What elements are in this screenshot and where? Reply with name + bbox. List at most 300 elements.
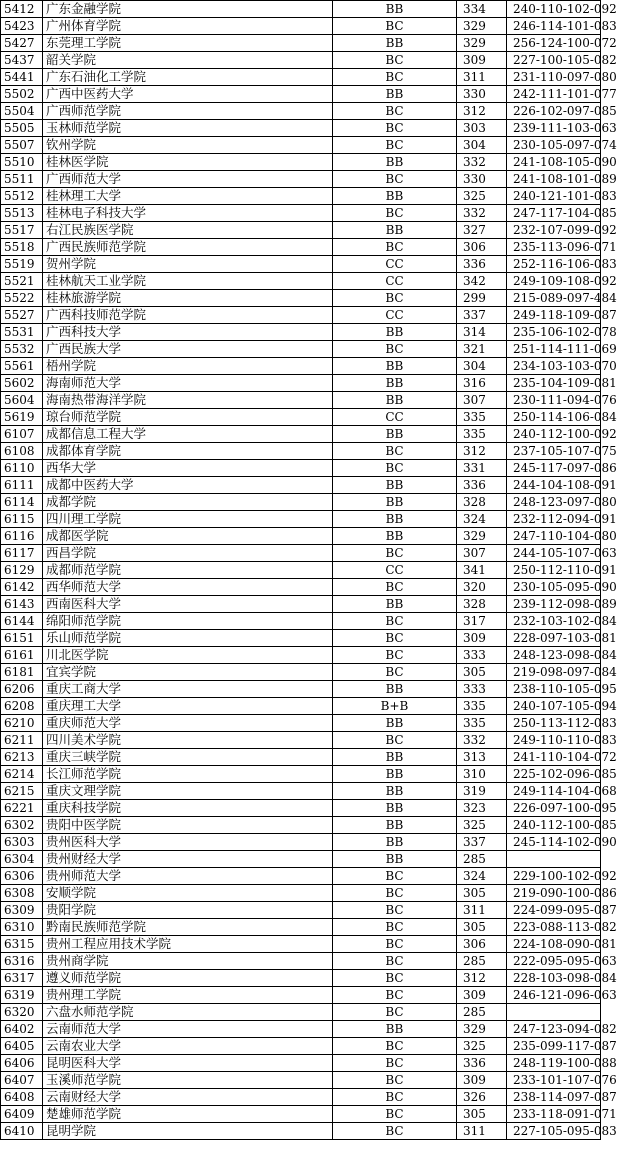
min-score-cell: 316 (457, 375, 507, 392)
grade-requirement-cell: BB (333, 596, 457, 613)
grade-requirement-cell: BB (333, 222, 457, 239)
grade-requirement-cell: BB (333, 511, 457, 528)
school-name-cell: 广西民族师范学院 (43, 239, 333, 256)
school-name-cell: 黔南民族师范学院 (43, 919, 333, 936)
grade-requirement-cell: BB (333, 324, 457, 341)
min-score-cell: 309 (457, 630, 507, 647)
school-code-cell: 5423 (1, 18, 43, 35)
table-row (1, 732, 601, 749)
min-score-cell: 285 (457, 851, 507, 868)
subject-scores-cell: 225-102-096-085 (507, 766, 601, 783)
school-name-cell: 广西中医药大学 (43, 86, 333, 103)
table-row (1, 273, 601, 290)
grade-requirement-cell: BC (333, 1106, 457, 1123)
grade-requirement-cell: BC (333, 664, 457, 681)
school-code-cell: 6317 (1, 970, 43, 987)
school-name-cell: 成都医学院 (43, 528, 333, 545)
school-name-cell: 琼台师范学院 (43, 409, 333, 426)
school-name-cell: 绵阳师范学院 (43, 613, 333, 630)
min-score-cell: 323 (457, 800, 507, 817)
table-row (1, 171, 601, 188)
subject-scores-cell: 235-113-096-071 (507, 239, 601, 256)
subject-scores-cell: 233-101-107-076 (507, 1072, 601, 1089)
grade-requirement-cell: BC (333, 732, 457, 749)
table-row (1, 749, 601, 766)
table-row (1, 137, 601, 154)
subject-scores-cell: 240-112-100-092 (507, 426, 601, 443)
school-name-cell: 海南师范大学 (43, 375, 333, 392)
subject-scores-cell: 232-112-094-091 (507, 511, 601, 528)
subject-scores-cell: 250-113-112-083 (507, 715, 601, 732)
school-code-cell: 5507 (1, 137, 43, 154)
school-code-cell: 5412 (1, 1, 43, 18)
min-score-cell: 304 (457, 358, 507, 375)
school-name-cell: 云南师范大学 (43, 1021, 333, 1038)
table-row (1, 1021, 601, 1038)
min-score-cell: 335 (457, 409, 507, 426)
table-row (1, 528, 601, 545)
subject-scores-cell: 223-088-113-082 (507, 919, 601, 936)
school-name-cell: 西华大学 (43, 460, 333, 477)
school-name-cell: 西华师范大学 (43, 579, 333, 596)
min-score-cell: 304 (457, 137, 507, 154)
school-code-cell: 6406 (1, 1055, 43, 1072)
table-row (1, 511, 601, 528)
table-row (1, 800, 601, 817)
grade-requirement-cell: BC (333, 1089, 457, 1106)
grade-requirement-cell: BB (333, 375, 457, 392)
subject-scores-cell: 226-102-097-085 (507, 103, 601, 120)
school-code-cell: 5427 (1, 35, 43, 52)
school-code-cell: 6315 (1, 936, 43, 953)
grade-requirement-cell: BC (333, 953, 457, 970)
grade-requirement-cell: CC (333, 273, 457, 290)
school-code-cell: 6320 (1, 1004, 43, 1021)
school-code-cell: 6402 (1, 1021, 43, 1038)
school-code-cell: 6107 (1, 426, 43, 443)
grade-requirement-cell: BB (333, 681, 457, 698)
subject-scores-cell: 251-114-111-069 (507, 341, 601, 358)
school-name-cell: 西南医科大学 (43, 596, 333, 613)
school-name-cell: 梧州学院 (43, 358, 333, 375)
min-score-cell: 333 (457, 681, 507, 698)
min-score-cell: 335 (457, 715, 507, 732)
school-name-cell: 四川美术学院 (43, 732, 333, 749)
subject-scores-cell: 235-099-117-087 (507, 1038, 601, 1055)
school-code-cell: 6114 (1, 494, 43, 511)
school-code-cell: 6306 (1, 868, 43, 885)
table-row (1, 18, 601, 35)
table-row (1, 443, 601, 460)
table-row (1, 987, 601, 1004)
min-score-cell: 320 (457, 579, 507, 596)
table-row (1, 664, 601, 681)
school-code-cell: 5505 (1, 120, 43, 137)
school-code-cell: 6410 (1, 1123, 43, 1140)
school-code-cell: 6303 (1, 834, 43, 851)
table-row (1, 545, 601, 562)
grade-requirement-cell: BB (333, 154, 457, 171)
school-name-cell: 桂林旅游学院 (43, 290, 333, 307)
min-score-cell: 335 (457, 426, 507, 443)
school-name-cell: 广西民族大学 (43, 341, 333, 358)
min-score-cell: 331 (457, 460, 507, 477)
subject-scores-cell: 231-110-097-080 (507, 69, 601, 86)
grade-requirement-cell: B+B (333, 698, 457, 715)
grade-requirement-cell: BC (333, 1004, 457, 1021)
school-code-cell: 6407 (1, 1072, 43, 1089)
subject-scores-cell: 237-105-107-075 (507, 443, 601, 460)
min-score-cell: 328 (457, 596, 507, 613)
min-score-cell: 305 (457, 664, 507, 681)
school-name-cell: 玉林师范学院 (43, 120, 333, 137)
grade-requirement-cell: BB (333, 834, 457, 851)
table-row (1, 1106, 601, 1123)
school-code-cell: 5504 (1, 103, 43, 120)
min-score-cell: 312 (457, 443, 507, 460)
min-score-cell: 332 (457, 732, 507, 749)
grade-requirement-cell: BB (333, 426, 457, 443)
min-score-cell: 307 (457, 392, 507, 409)
subject-scores-cell: 230-111-094-076 (507, 392, 601, 409)
school-name-cell: 遵义师范学院 (43, 970, 333, 987)
subject-scores-cell (507, 851, 601, 868)
school-code-cell: 6310 (1, 919, 43, 936)
school-name-cell: 宜宾学院 (43, 664, 333, 681)
table-row (1, 698, 601, 715)
table-row (1, 290, 601, 307)
school-code-cell: 5561 (1, 358, 43, 375)
min-score-cell: 305 (457, 885, 507, 902)
grade-requirement-cell: CC (333, 409, 457, 426)
school-name-cell: 桂林航天工业学院 (43, 273, 333, 290)
school-code-cell: 6144 (1, 613, 43, 630)
subject-scores-cell: 238-110-105-095 (507, 681, 601, 698)
school-code-cell: 6110 (1, 460, 43, 477)
grade-requirement-cell: CC (333, 307, 457, 324)
grade-requirement-cell: BC (333, 239, 457, 256)
school-code-cell: 6304 (1, 851, 43, 868)
min-score-cell: 332 (457, 205, 507, 222)
grade-requirement-cell: BB (333, 766, 457, 783)
school-name-cell: 广州体育学院 (43, 18, 333, 35)
grade-requirement-cell: BB (333, 749, 457, 766)
grade-requirement-cell: BB (333, 1021, 457, 1038)
grade-requirement-cell: BC (333, 647, 457, 664)
min-score-cell: 336 (457, 477, 507, 494)
school-code-cell: 6215 (1, 783, 43, 800)
school-name-cell: 贺州学院 (43, 256, 333, 273)
grade-requirement-cell: BB (333, 851, 457, 868)
grade-requirement-cell: BC (333, 630, 457, 647)
school-code-cell: 6206 (1, 681, 43, 698)
subject-scores-cell: 248-123-098-084 (507, 647, 601, 664)
table-row (1, 35, 601, 52)
subject-scores-cell: 245-114-102-090 (507, 834, 601, 851)
school-code-cell: 6316 (1, 953, 43, 970)
table-row (1, 1, 601, 18)
subject-scores-cell: 234-103-103-070 (507, 358, 601, 375)
subject-scores-cell: 215-089-097-484 (507, 290, 601, 307)
school-name-cell: 西昌学院 (43, 545, 333, 562)
school-name-cell: 钦州学院 (43, 137, 333, 154)
grade-requirement-cell: BC (333, 613, 457, 630)
school-name-cell: 广西科技大学 (43, 324, 333, 341)
school-name-cell: 成都中医药大学 (43, 477, 333, 494)
school-name-cell: 贵州工程应用技术学院 (43, 936, 333, 953)
subject-scores-cell: 227-100-105-082 (507, 52, 601, 69)
school-name-cell: 云南农业大学 (43, 1038, 333, 1055)
grade-requirement-cell: CC (333, 256, 457, 273)
subject-scores-cell: 229-100-102-092 (507, 868, 601, 885)
grade-requirement-cell: BC (333, 1123, 457, 1140)
table-row (1, 358, 601, 375)
school-code-cell: 6409 (1, 1106, 43, 1123)
table-row (1, 562, 601, 579)
grade-requirement-cell: BC (333, 69, 457, 86)
min-score-cell: 327 (457, 222, 507, 239)
min-score-cell: 337 (457, 834, 507, 851)
table-row (1, 154, 601, 171)
min-score-cell: 329 (457, 35, 507, 52)
min-score-cell: 330 (457, 171, 507, 188)
subject-scores-cell: 244-104-108-091 (507, 477, 601, 494)
table-row (1, 256, 601, 273)
min-score-cell: 330 (457, 86, 507, 103)
school-code-cell: 5527 (1, 307, 43, 324)
school-code-cell: 6405 (1, 1038, 43, 1055)
table-row (1, 52, 601, 69)
min-score-cell: 310 (457, 766, 507, 783)
school-code-cell: 5441 (1, 69, 43, 86)
table-row (1, 494, 601, 511)
table-row (1, 103, 601, 120)
school-code-cell: 6129 (1, 562, 43, 579)
subject-scores-cell: 241-108-101-089 (507, 171, 601, 188)
school-name-cell: 桂林理工大学 (43, 188, 333, 205)
school-code-cell: 5518 (1, 239, 43, 256)
table-row (1, 681, 601, 698)
school-name-cell: 成都信息工程大学 (43, 426, 333, 443)
grade-requirement-cell: BC (333, 460, 457, 477)
subject-scores-cell: 235-106-102-078 (507, 324, 601, 341)
table-row (1, 596, 601, 613)
grade-requirement-cell: BB (333, 800, 457, 817)
grade-requirement-cell: CC (333, 562, 457, 579)
school-name-cell: 广西师范大学 (43, 171, 333, 188)
subject-scores-cell: 230-105-097-074 (507, 137, 601, 154)
grade-requirement-cell: BC (333, 120, 457, 137)
subject-scores-cell: 249-118-109-087 (507, 307, 601, 324)
school-code-cell: 5521 (1, 273, 43, 290)
school-code-cell: 5519 (1, 256, 43, 273)
school-name-cell: 贵阳中医学院 (43, 817, 333, 834)
school-name-cell: 贵阳学院 (43, 902, 333, 919)
subject-scores-cell: 250-112-110-091 (507, 562, 601, 579)
school-code-cell: 6143 (1, 596, 43, 613)
min-score-cell: 329 (457, 528, 507, 545)
table-row (1, 460, 601, 477)
subject-scores-cell: 235-104-109-081 (507, 375, 601, 392)
grade-requirement-cell: BB (333, 528, 457, 545)
table-row (1, 222, 601, 239)
school-code-cell: 5437 (1, 52, 43, 69)
school-code-cell: 6108 (1, 443, 43, 460)
table-row (1, 936, 601, 953)
min-score-cell: 313 (457, 749, 507, 766)
grade-requirement-cell: BC (333, 205, 457, 222)
table-row (1, 1038, 601, 1055)
grade-requirement-cell: BC (333, 52, 457, 69)
school-name-cell: 玉溪师范学院 (43, 1072, 333, 1089)
school-code-cell: 6213 (1, 749, 43, 766)
school-code-cell: 6151 (1, 630, 43, 647)
school-name-cell: 重庆文理学院 (43, 783, 333, 800)
school-code-cell: 6408 (1, 1089, 43, 1106)
subject-scores-cell: 244-105-107-063 (507, 545, 601, 562)
grade-requirement-cell: BC (333, 171, 457, 188)
school-name-cell: 川北医学院 (43, 647, 333, 664)
school-code-cell: 6308 (1, 885, 43, 902)
subject-scores-cell: 226-097-100-095 (507, 800, 601, 817)
subject-scores-cell: 222-095-095-063 (507, 953, 601, 970)
subject-scores-cell: 248-123-097-080 (507, 494, 601, 511)
min-score-cell: 336 (457, 1055, 507, 1072)
table-row (1, 902, 601, 919)
school-code-cell: 6142 (1, 579, 43, 596)
min-score-cell: 312 (457, 103, 507, 120)
school-name-cell: 长江师范学院 (43, 766, 333, 783)
subject-scores-cell: 246-121-096-063 (507, 987, 601, 1004)
grade-requirement-cell: BB (333, 86, 457, 103)
subject-scores-cell: 249-114-104-068 (507, 783, 601, 800)
table-row (1, 188, 601, 205)
school-name-cell: 成都学院 (43, 494, 333, 511)
grade-requirement-cell: BC (333, 1055, 457, 1072)
table-row (1, 120, 601, 137)
subject-scores-cell: 249-109-108-092 (507, 273, 601, 290)
min-score-cell: 333 (457, 647, 507, 664)
school-code-cell: 5510 (1, 154, 43, 171)
subject-scores-cell: 233-118-091-071 (507, 1106, 601, 1123)
table-row (1, 1089, 601, 1106)
school-name-cell: 贵州师范大学 (43, 868, 333, 885)
table-row (1, 970, 601, 987)
subject-scores-cell: 240-110-102-092 (507, 1, 601, 18)
grade-requirement-cell: BC (333, 103, 457, 120)
subject-scores-cell: 227-105-095-083 (507, 1123, 601, 1140)
subject-scores-cell (507, 1004, 601, 1021)
grade-requirement-cell: BC (333, 1072, 457, 1089)
table-row (1, 69, 601, 86)
table-row (1, 613, 601, 630)
school-name-cell: 昆明医科大学 (43, 1055, 333, 1072)
subject-scores-cell: 230-105-095-090 (507, 579, 601, 596)
table-row (1, 868, 601, 885)
min-score-cell: 334 (457, 1, 507, 18)
min-score-cell: 328 (457, 494, 507, 511)
subject-scores-cell: 241-108-105-090 (507, 154, 601, 171)
school-name-cell: 重庆科技学院 (43, 800, 333, 817)
subject-scores-cell: 245-117-097-086 (507, 460, 601, 477)
school-name-cell: 重庆三峡学院 (43, 749, 333, 766)
table-row (1, 426, 601, 443)
grade-requirement-cell: BB (333, 783, 457, 800)
subject-scores-cell: 240-112-100-085 (507, 817, 601, 834)
subject-scores-cell: 232-103-102-084 (507, 613, 601, 630)
table-row (1, 766, 601, 783)
subject-scores-cell: 239-112-098-089 (507, 596, 601, 613)
grade-requirement-cell: BC (333, 868, 457, 885)
min-score-cell: 317 (457, 613, 507, 630)
min-score-cell: 311 (457, 1123, 507, 1140)
grade-requirement-cell: BC (333, 341, 457, 358)
school-name-cell: 安顺学院 (43, 885, 333, 902)
school-name-cell: 贵州理工学院 (43, 987, 333, 1004)
grade-requirement-cell: BC (333, 1038, 457, 1055)
min-score-cell: 285 (457, 1004, 507, 1021)
grade-requirement-cell: BB (333, 188, 457, 205)
subject-scores-cell: 252-116-106-083 (507, 256, 601, 273)
table-row (1, 851, 601, 868)
grade-requirement-cell: BB (333, 715, 457, 732)
table-row (1, 392, 601, 409)
school-name-cell: 广西科技师范学院 (43, 307, 333, 324)
table-row (1, 885, 601, 902)
grade-requirement-cell: BC (333, 936, 457, 953)
table-row (1, 307, 601, 324)
school-code-cell: 6117 (1, 545, 43, 562)
grade-requirement-cell: BB (333, 392, 457, 409)
subject-scores-cell: 232-107-099-092 (507, 222, 601, 239)
grade-requirement-cell: BC (333, 919, 457, 936)
table-row (1, 409, 601, 426)
min-score-cell: 342 (457, 273, 507, 290)
school-code-cell: 5532 (1, 341, 43, 358)
min-score-cell: 336 (457, 256, 507, 273)
table-row (1, 834, 601, 851)
school-name-cell: 重庆师范大学 (43, 715, 333, 732)
min-score-cell: 325 (457, 817, 507, 834)
subject-scores-cell: 240-107-105-094 (507, 698, 601, 715)
grade-requirement-cell: BB (333, 817, 457, 834)
school-name-cell: 楚雄师范学院 (43, 1106, 333, 1123)
table-row (1, 715, 601, 732)
min-score-cell: 329 (457, 18, 507, 35)
min-score-cell: 285 (457, 953, 507, 970)
table-row (1, 375, 601, 392)
grade-requirement-cell: BB (333, 494, 457, 511)
school-code-cell: 5512 (1, 188, 43, 205)
table-row (1, 579, 601, 596)
subject-scores-cell: 219-098-097-084 (507, 664, 601, 681)
school-code-cell: 5511 (1, 171, 43, 188)
min-score-cell: 319 (457, 783, 507, 800)
school-name-cell: 六盘水师范学院 (43, 1004, 333, 1021)
table-row (1, 239, 601, 256)
table-row (1, 1123, 601, 1140)
min-score-cell: 325 (457, 1038, 507, 1055)
subject-scores-cell: 238-114-097-087 (507, 1089, 601, 1106)
school-name-cell: 云南财经大学 (43, 1089, 333, 1106)
grade-requirement-cell: BB (333, 35, 457, 52)
school-code-cell: 6214 (1, 766, 43, 783)
school-name-cell: 桂林电子科技大学 (43, 205, 333, 222)
min-score-cell: 299 (457, 290, 507, 307)
subject-scores-cell: 224-108-090-081 (507, 936, 601, 953)
grade-requirement-cell: BC (333, 290, 457, 307)
subject-scores-cell: 248-119-100-088 (507, 1055, 601, 1072)
